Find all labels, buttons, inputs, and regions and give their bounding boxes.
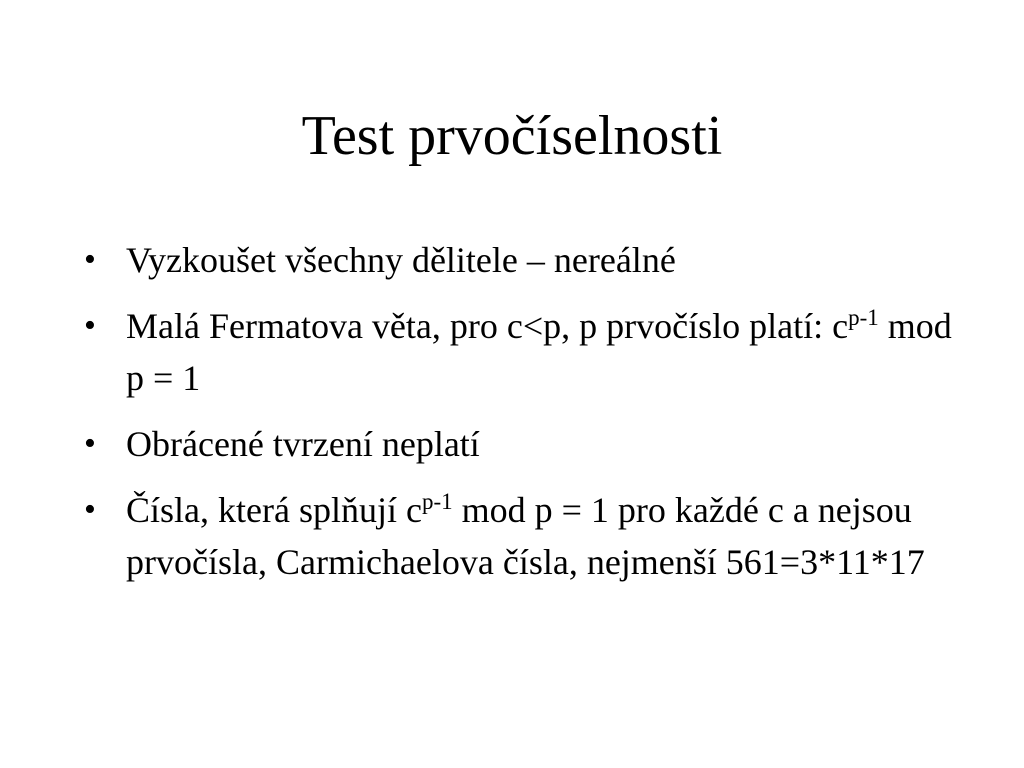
bullet-text-before: Čísla, která splňují c — [126, 490, 422, 530]
exponent-superscript: p-1 — [421, 489, 453, 514]
bullet-text-after: mod p = 1 — [126, 306, 952, 398]
bullet-icon: • — [84, 491, 96, 528]
bullet-icon: • — [84, 241, 96, 278]
bullet-text-after: mod p = 1 pro každé c a nejsou prvočísla, Carmichaelova čísla, nejmenší 561=3*11*17 — [126, 490, 925, 582]
bullet-icon: • — [84, 425, 96, 462]
bullet-item-fermat-theorem — [84, 300, 964, 404]
bullet-text: Obrácené tvrzení neplatí — [126, 424, 480, 464]
exponent-superscript: p-1 — [848, 305, 879, 330]
bullet-list — [84, 234, 964, 602]
bullet-text: Vyzkoušet všechny dělitele – nereálné — [126, 240, 676, 280]
bullet-item-carmichael-numbers — [84, 484, 964, 588]
bullet-item-all-divisors — [84, 234, 964, 286]
bullet-text-before: Malá Fermatova věta, pro c<p, p prvočíslo platí: c — [126, 306, 849, 346]
slide-title: Test prvočíselnosti — [301, 105, 723, 167]
bullet-item-converse-false — [84, 418, 964, 470]
bullet-icon: • — [84, 307, 96, 344]
